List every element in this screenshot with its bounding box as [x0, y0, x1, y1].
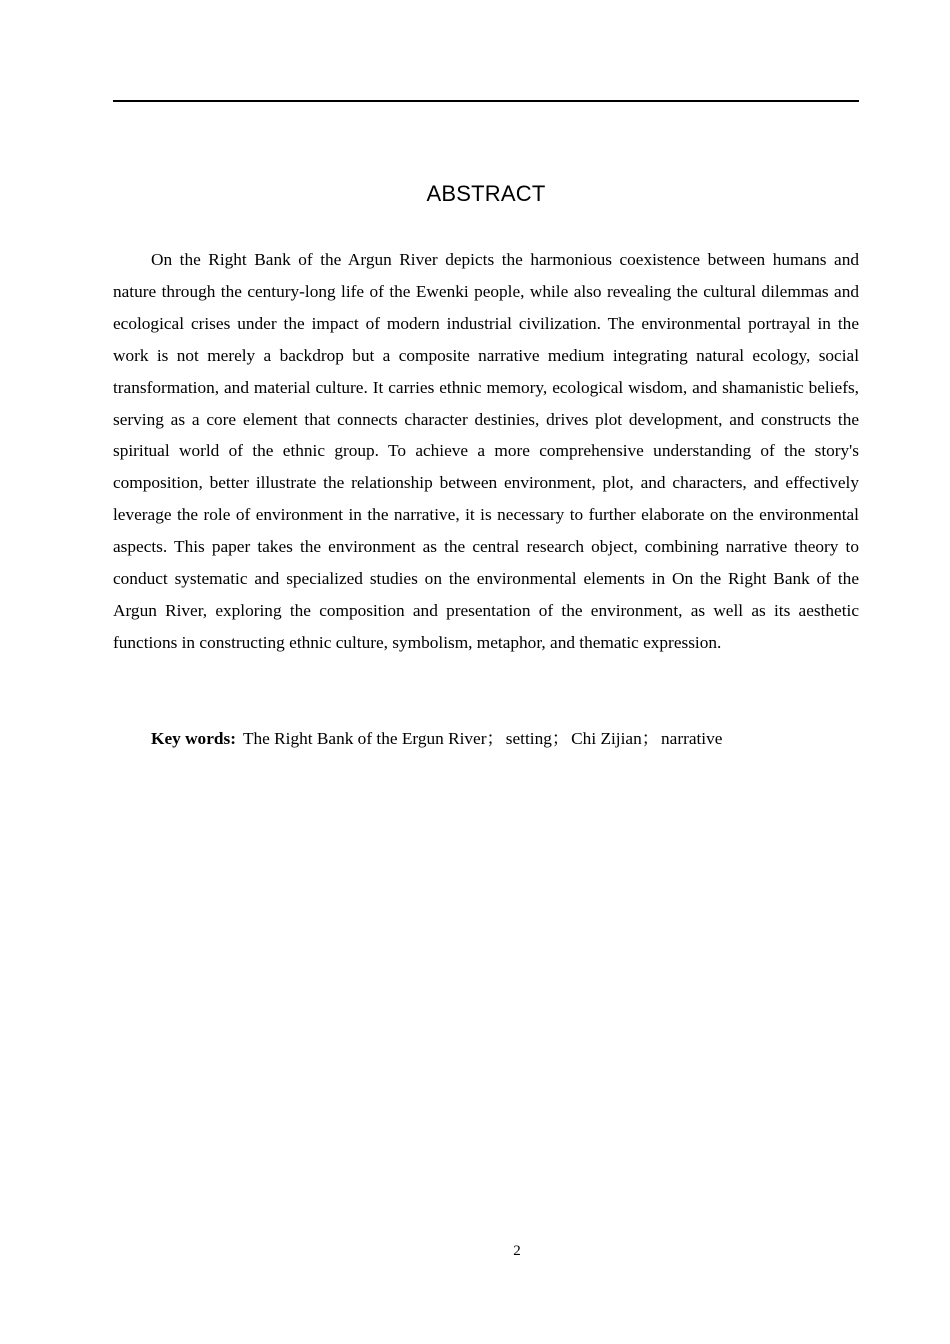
keyword-separator: ； [486, 729, 504, 748]
keyword-separator: ； [551, 729, 570, 748]
abstract-title: ABSTRACT [426, 181, 546, 206]
page-number: 2 [513, 1243, 521, 1259]
abstract-paragraph: On the Right Bank of the Argun River depicts the harmonious coexistence between humans and nature through the century-long life of the Ewenki people, while also revealing the cultural dilemmas and ecological crises under the impact of modern industrial civilization. The environmental portrayal in the work is not merely a backdrop but a composite narrative medium integrating natural ecology, social transformation, and material culture. It carries ethnic memory, ecological wisdom, and shamanistic beliefs, serving as a core element that connects character destinies, drives plot development, and constructs the spiritual world of the ethnic group. To achieve a more comprehensive understanding of the story's composition, better illustrate the relationship between environment, plot, and characters, and effectively leverage the role of environment in the narrative, it is necessary to further elaborate on the environmental aspects. This paper takes the environment as the central research object, combining narrative theory to conduct systematic and specialized studies on the environmental elements in On the Right Bank of the Argun River, exploring the composition and presentation of the environment, as well as its aesthetic functions in constructing ethnic culture, symbolism, metaphor, and thematic expression. [113, 250, 859, 652]
keyword-item: Chi Zijian [571, 729, 642, 748]
keyword-item: narrative [661, 729, 723, 748]
keywords-label: Key words: [151, 729, 236, 748]
keyword-item: The Right Bank of the Ergun River [242, 729, 487, 748]
keywords-line [151, 723, 859, 755]
keyword-separator: ； [641, 729, 660, 748]
header-rule [113, 100, 859, 102]
keyword-item: setting [505, 729, 552, 748]
